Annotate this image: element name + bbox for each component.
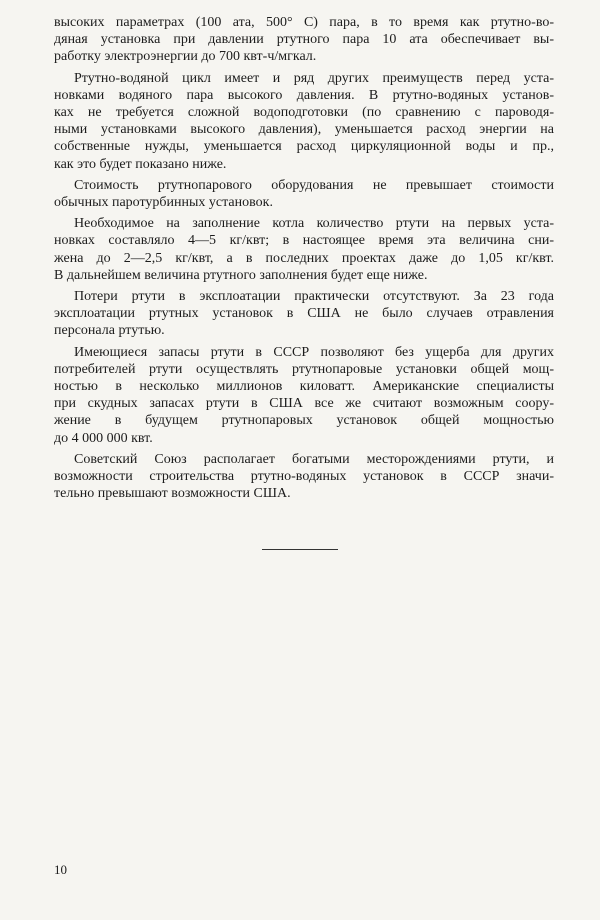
text-line: Стоимость ртутнопарового оборудования не превышает стоимости [74,177,554,193]
text-line: Необходимое на заполнение котла количество ртути на первых уста- [74,216,554,232]
text-line: жение в будущем ртутнопаровых установок общей мощностью [54,413,554,429]
paragraph [54,70,554,173]
text-line: высоких параметрах (100 ата, 500° С) пара, в то время как ртутно-во- [54,15,554,30]
text-line: потребителей ртути осуществлять ртутнопаровые установки общей мощ- [54,361,554,377]
text-line: Потери ртути в эксплоатации практически отсутствуют. За 23 года [74,289,554,305]
text-line: ках не требуется сложной водоподготовки (по сравнению с пароводя- [54,105,554,121]
page-number: 10 [54,862,67,877]
text-line: ными установками высокого давления), уменьшается расход энергии на [54,122,554,138]
text-line: новках составляло 4—5 кг/квт; в настоящее время эта величина сни- [54,233,554,249]
text-line: эксплоатации ртутных установок в США не было случаев отравления [54,306,554,322]
text-line: Имеющиеся запасы ртути в СССР позволяют без ущерба для других [74,344,554,360]
text-line: жена до 2—2,5 кг/квт, а в последних проектах даже до 1,05 кг/квт. [54,250,554,266]
paragraph [54,215,554,284]
text-line: собственные нужды, уменьшается расход циркуляционной воды и пр., [54,139,554,155]
section-divider [262,549,338,550]
paragraph [54,288,554,340]
text-line: тельно превышают возможности США. [54,486,291,502]
paragraph [54,177,554,211]
text-line: дяная установка при давлении ртутного пара 10 ата обеспечивает вы- [54,32,554,48]
paragraph [54,451,554,503]
body-text [54,14,554,502]
text-line: персонала ртутью. [54,323,165,339]
text-line: до 4 000 000 квт. [54,430,153,446]
text-line: возможности строительства ртутно-водяных установок в СССР значи- [54,469,554,485]
text-line: при скудных запасах ртути в США все же считают возможным соору- [54,396,554,412]
paragraph [54,344,554,447]
text-line: обычных паротурбинных установок. [54,195,273,211]
text-line: новками водяного пара высокого давления. В ртутно-водяных установ- [54,87,554,103]
paragraph [54,14,554,66]
text-line: как это будет показано ниже. [54,156,227,172]
text-line: Ртутно-водяной цикл имеет и ряд других преимуществ перед уста- [74,70,554,86]
text-line: Советский Союз располагает богатыми месторождениями ртути, и [74,451,554,467]
text-line: В дальнейшем величина ртутного заполнения будет еще ниже. [54,267,428,283]
text-line: ностью в несколько миллионов киловатт. Американские специалисты [54,379,554,395]
text-line: работку электроэнергии до 700 квт-ч/мгкал. [54,49,317,65]
